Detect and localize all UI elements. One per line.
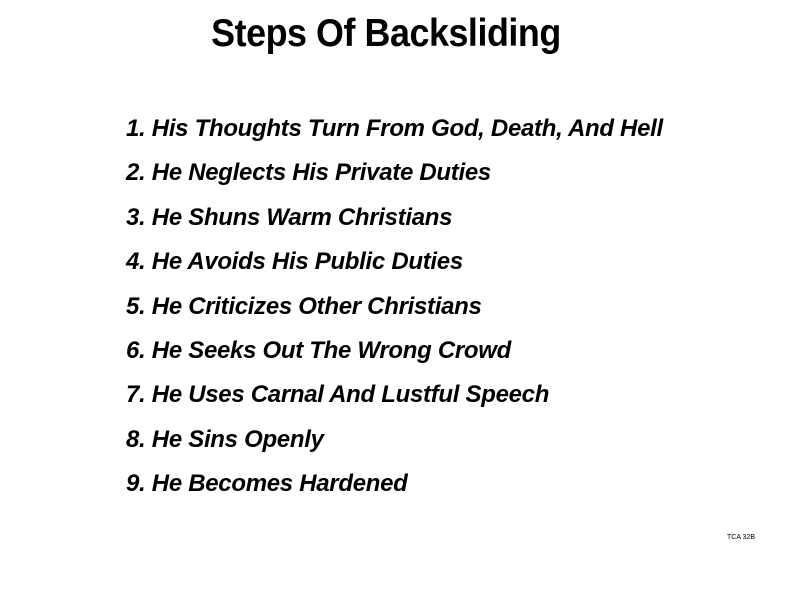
document-code: TCA 32B	[726, 534, 755, 541]
step-item: 2. He Neglects His Private Duties	[126, 159, 491, 187]
steps-list	[126, 112, 663, 512]
step-item: 3. He Shuns Warm Christians	[126, 203, 453, 231]
step-item: 7. He Uses Carnal And Lustful Speech	[126, 381, 550, 409]
step-item: 1. His Thoughts Turn From God, Death, And Hell	[126, 115, 663, 142]
step-item: 5. He Criticizes Other Christians	[126, 292, 482, 320]
step-item: 9. He Becomes Hardened	[126, 470, 408, 498]
step-item: 8. He Sins Openly	[126, 425, 324, 453]
step-item: 6. He Seeks Out The Wrong Crowd	[126, 336, 511, 364]
page-title: Steps Of Backsliding	[211, 12, 561, 55]
step-item: 4. He Avoids His Public Duties	[126, 248, 463, 276]
